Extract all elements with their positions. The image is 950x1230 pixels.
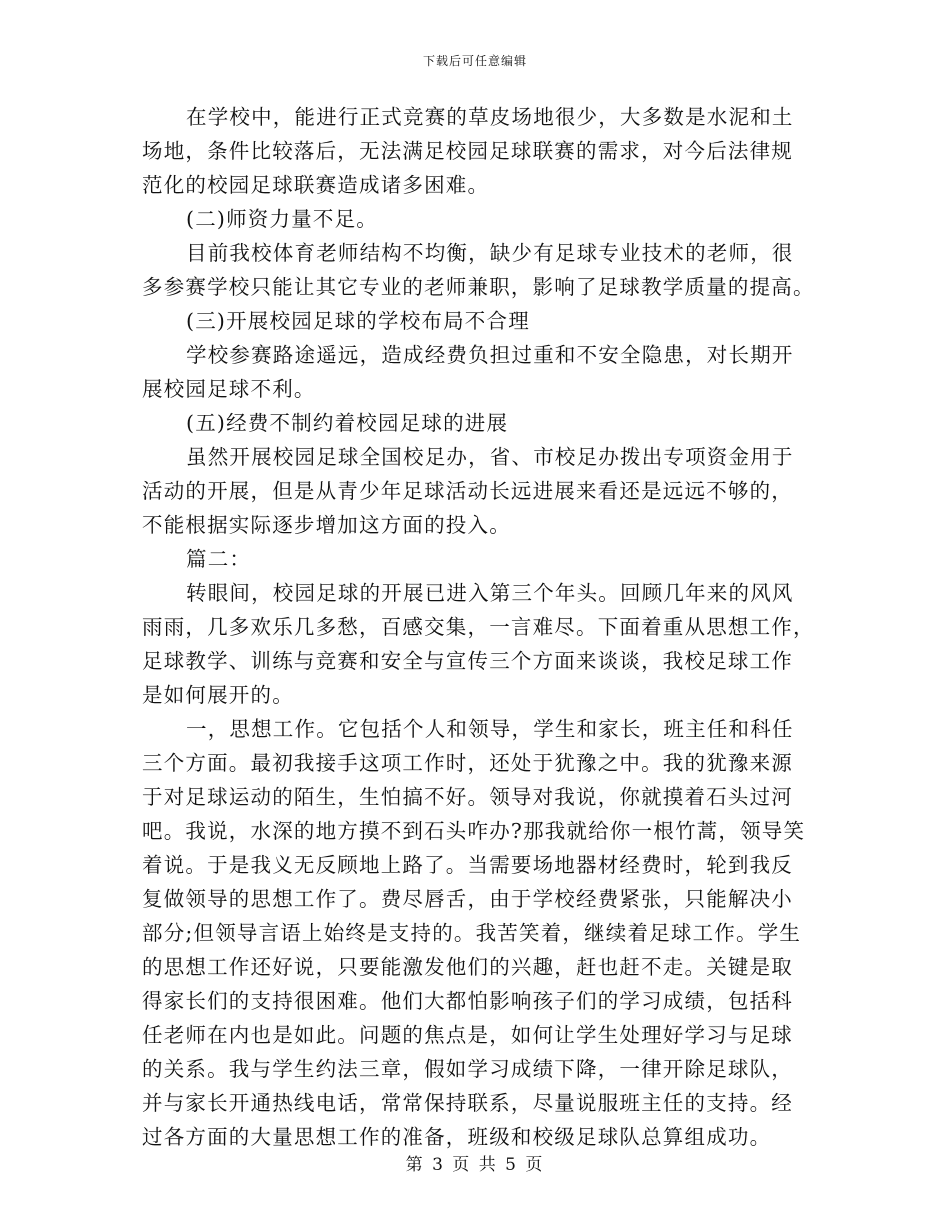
paragraph-line: 过各方面的大量思想工作的准备，班级和校级足球队总算组成功。 <box>142 1125 772 1149</box>
paragraph-line: 多参赛学校只能让其它专业的老师兼职，影响了足球教学质量的提高。 <box>142 275 815 299</box>
paragraph-line: 部分;但领导言语上始终是支持的。我苦笑着，继续着足球工作。学生 <box>142 921 802 945</box>
section-heading: (二)师资力量不足。 <box>186 207 378 231</box>
paragraph-line: 转眼间，校园足球的开展已进入第三个年头。回顾几年来的风风 <box>186 581 794 605</box>
paragraph-line: 复做领导的思想工作了。费尽唇舌，由于学校经费紧张，只能解决小 <box>142 887 793 911</box>
paragraph-line: 着说。于是我义无反顾地上路了。当需要场地器材经费时，轮到我反 <box>142 853 793 877</box>
paragraph-line: 虽然开展校园足球全国校足办，省、市校足办拨出专项资金用于 <box>186 445 794 469</box>
paragraph-line: 在学校中，能进行正式竞赛的草皮场地很少，大多数是水泥和土 <box>186 105 794 129</box>
paragraph-line: 不能根据实际逐步增加这方面的投入。 <box>142 513 511 537</box>
paragraph-line: 三个方面。最初我接手这项工作时，还处于犹豫之中。我的犹豫来源 <box>142 751 793 775</box>
paragraph-line: 目前我校体育老师结构不均衡，缺少有足球专业技术的老师，很 <box>186 241 794 265</box>
paragraph-line: 学校参赛路途遥远，造成经费负担过重和不安全隐患，对长期开 <box>186 343 794 367</box>
section-heading: 篇二： <box>186 547 252 571</box>
paragraph-line: 范化的校园足球联赛造成诸多困难。 <box>142 173 490 197</box>
paragraph-line: 活动的开展，但是从青少年足球活动长远进展来看还是远远不够的， <box>142 479 793 503</box>
section-heading: (三)开展校园足球的学校布局不合理 <box>186 309 530 333</box>
paragraph-line: 得家长们的支持很困难。他们大都怕影响孩子们的学习成绩，包括科 <box>142 989 793 1013</box>
paragraph-line: 场地，条件比较落后，无法满足校园足球联赛的需求，对今后法律规 <box>142 139 793 163</box>
paragraph-line: 一，思想工作。它包括个人和领导，学生和家长，班主任和科任 <box>186 717 794 741</box>
paragraph-line: 足球教学、训练与竞赛和安全与宣传三个方面来谈谈，我校足球工作 <box>142 649 793 673</box>
paragraph-line: 雨雨，几多欢乐几多愁，百感交集，一言难尽。下面着重从思想工作， <box>142 615 815 639</box>
section-heading: (五)经费不制约着校园足球的进展 <box>186 411 509 435</box>
paragraph-line: 展校园足球不利。 <box>142 377 316 401</box>
paragraph-line: 吧。我说，水深的地方摸不到石头咋办?那我就给你一根竹蒿，领导笑 <box>142 819 806 843</box>
paragraph-line: 是如何展开的。 <box>142 683 294 707</box>
document-body <box>142 100 815 1154</box>
paragraph-line: 的关系。我与学生约法三章，假如学习成绩下降，一律开除足球队， <box>142 1057 793 1081</box>
paragraph-line: 的思想工作还好说，只要能激发他们的兴趣，赶也赶不走。关键是取 <box>142 955 793 979</box>
paragraph-line: 任老师在内也是如此。问题的焦点是，如何让学生处理好学习与足球 <box>142 1023 793 1047</box>
page-footer: 第 3 页 共 5 页 <box>405 1155 545 1175</box>
page-header: 下载后可任意编辑 <box>422 54 527 68</box>
paragraph-line: 于对足球运动的陌生，生怕搞不好。领导对我说，你就摸着石头过河 <box>142 785 793 809</box>
paragraph-line: 并与家长开通热线电话，常常保持联系，尽量说服班主任的支持。经 <box>142 1091 793 1115</box>
